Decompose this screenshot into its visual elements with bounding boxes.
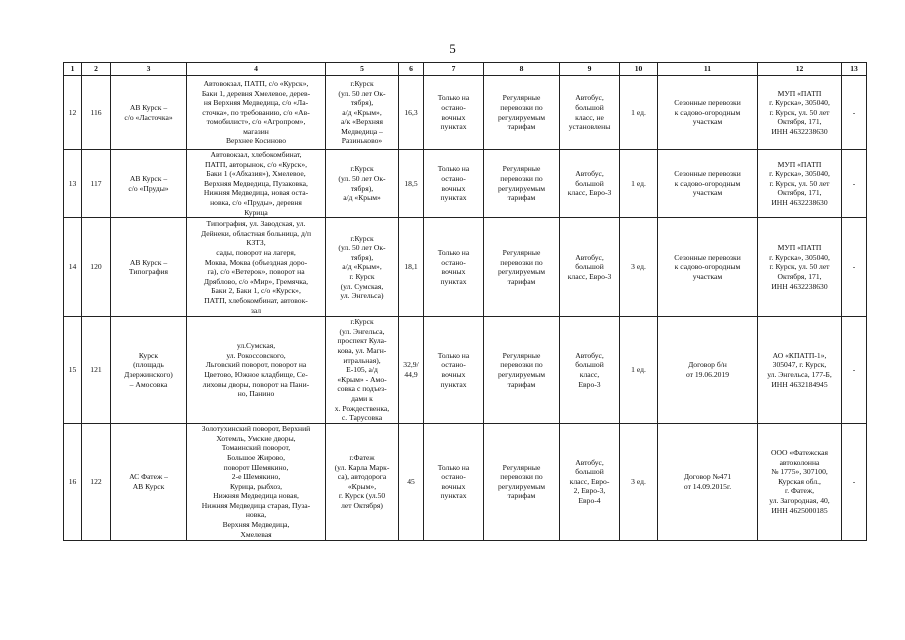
- boarding-order: Только на остано- вочных пунктах: [424, 150, 484, 218]
- boarding-order: Только на остано- вочных пунктах: [424, 76, 484, 150]
- row-number: 13: [64, 150, 82, 218]
- column-header: 7: [424, 63, 484, 76]
- notes: -: [842, 150, 867, 218]
- row-number: 16: [64, 423, 82, 540]
- route-name: АС Фатеж – АВ Курск: [111, 423, 187, 540]
- route-number: 122: [82, 423, 111, 540]
- vehicle-count: 1 ед.: [620, 76, 658, 150]
- contract-info: Договор б/н от 19.06.2019: [658, 317, 758, 424]
- vehicle-count: 3 ед.: [620, 218, 658, 317]
- carrier-info: МУП «ПАТП г. Курска», 305040, г. Курск, ул. 50 лет Октября, 171, ИНН 4632238630: [758, 150, 842, 218]
- route-streets: г.Курск (ул. 50 лет Ок- тября), а/д «Крым», г. Курск (ул. Сумская, ул. Энгельса): [326, 218, 399, 317]
- contract-info: Сезонные перевозки к садово-огородным участкам: [658, 76, 758, 150]
- notes: -: [842, 317, 867, 424]
- route-number: 116: [82, 76, 111, 150]
- table-row: [64, 218, 867, 317]
- column-header: 3: [111, 63, 187, 76]
- vehicle-count: 1 ед.: [620, 150, 658, 218]
- header-row: [64, 63, 867, 76]
- column-header: 8: [484, 63, 560, 76]
- route-length: 16,3: [399, 76, 424, 150]
- transport-type: Регулярные перевозки по регулируемым тарифам: [484, 76, 560, 150]
- route-streets: г.Курск (ул. 50 лет Ок- тября), а/д «Крым»: [326, 150, 399, 218]
- contract-info: Договор №471 от 14.09.2015г.: [658, 423, 758, 540]
- vehicle-class: Автобус, большой класс, Евро-3: [560, 218, 620, 317]
- column-header: 9: [560, 63, 620, 76]
- transport-type: Регулярные перевозки по регулируемым тарифам: [484, 423, 560, 540]
- carrier-info: МУП «ПАТП г. Курска», 305040, г. Курск, ул. 50 лет Октября, 171, ИНН 4632238630: [758, 76, 842, 150]
- vehicle-class: Автобус, большой класс, Евро-3: [560, 150, 620, 218]
- boarding-order: Только на остано- вочных пунктах: [424, 423, 484, 540]
- route-streets: г.Курск (ул. 50 лет Ок- тября), а/д «Крым», а/к «Верхняя Медведица – Разиньково»: [326, 76, 399, 150]
- notes: -: [842, 218, 867, 317]
- carrier-info: АО «КПАТП-1», 305047, г. Курск, ул. Энгельса, 177-Б, ИНН 4632184945: [758, 317, 842, 424]
- route-name: Курск (площадь Дзержинского) – Амосовка: [111, 317, 187, 424]
- route-name: АВ Курск – с/о «Пруды»: [111, 150, 187, 218]
- column-header: 13: [842, 63, 867, 76]
- table-row: [64, 76, 867, 150]
- vehicle-count: 1 ед.: [620, 317, 658, 424]
- contract-info: Сезонные перевозки к садово-огородным участкам: [658, 218, 758, 317]
- transport-type: Регулярные перевозки по регулируемым тарифам: [484, 218, 560, 317]
- route-stops: Автовокзал, хлебокомбинат, ПАТП, авторынок, с/о «Курск», Баки 1 («Абхазия»), Хмелевое, Верхняя Медведица, Пузаковка, Нижняя Медведица, новая оста- новка, с/о «Пруды», деревня Курица: [187, 150, 326, 218]
- route-stops: Типография, ул. Заводская, ул. Дейнеки, областная больница, д/п КЗТЗ, сады, поворот на лагеря, Моква, Моква (объездная доро- га), с/о «Ветерок», поворот на Дрябловo, с/о «Мир», Гремячка, Баки 2, Баки 1, с/о «Курск», ПАТП, хлебокомбинат, автовок- зал: [187, 218, 326, 317]
- row-number: 14: [64, 218, 82, 317]
- route-streets: г.Курск (ул. Энгельса, проспект Кула- кова, ул. Магн- итральная), Е-105, а/д «Крым» - Амо- совка с подъез- дами к х. Рождественка, с. Тарусовка: [326, 317, 399, 424]
- route-name: АВ Курск – Типография: [111, 218, 187, 317]
- column-header: 11: [658, 63, 758, 76]
- table-row: [64, 423, 867, 540]
- route-stops: Золотухинский поворот, Верхний Хотемль, Умские дворы, Томаинский поворот, Большое Жирово, поворот Шемякино, 2-е Шемякино, Курица, рыбхоз, Нижняя Медведица новая, Нижняя Медведица старая, Пуза- новка, Верхняя Медведица, Хмелевая: [187, 423, 326, 540]
- boarding-order: Только на остано- вочных пунктах: [424, 218, 484, 317]
- route-length: 18,1: [399, 218, 424, 317]
- column-header: 6: [399, 63, 424, 76]
- vehicle-count: 3 ед.: [620, 423, 658, 540]
- route-length: 45: [399, 423, 424, 540]
- carrier-info: ООО «Фатежская автоколонна № 1775», 307100, Курская обл., г. Фатеж, ул. Загородная, 40, ИНН 4625000185: [758, 423, 842, 540]
- contract-info: Сезонные перевозки к садово-огородным участкам: [658, 150, 758, 218]
- route-number: 121: [82, 317, 111, 424]
- notes: -: [842, 423, 867, 540]
- route-number: 117: [82, 150, 111, 218]
- vehicle-class: Автобус, большой класс, не установлены: [560, 76, 620, 150]
- table-row: [64, 317, 867, 424]
- vehicle-class: Автобус, большой класс, Евро- 2, Евро-3, Евро-4: [560, 423, 620, 540]
- route-number: 120: [82, 218, 111, 317]
- carrier-info: МУП «ПАТП г. Курска», 305040, г. Курск, ул. 50 лет Октября, 171, ИНН 4632238630: [758, 218, 842, 317]
- vehicle-class: Автобус, большой класс, Евро-3: [560, 317, 620, 424]
- column-header: 1: [64, 63, 82, 76]
- notes: -: [842, 76, 867, 150]
- transport-type: Регулярные перевозки по регулируемым тарифам: [484, 317, 560, 424]
- column-header: 10: [620, 63, 658, 76]
- column-header: 2: [82, 63, 111, 76]
- row-number: 15: [64, 317, 82, 424]
- routes-table: [63, 62, 867, 541]
- route-length: 32,9/ 44,9: [399, 317, 424, 424]
- table-row: [64, 150, 867, 218]
- route-name: АВ Курск – с/о «Ласточка»: [111, 76, 187, 150]
- route-streets: г.Фатеж (ул. Карла Марк- са), автодорога «Крым», г. Курск (ул.50 лет Октября): [326, 423, 399, 540]
- column-header: 4: [187, 63, 326, 76]
- page-number: 5: [449, 41, 456, 56]
- column-header: 5: [326, 63, 399, 76]
- transport-type: Регулярные перевозки по регулируемым тарифам: [484, 150, 560, 218]
- row-number: 12: [64, 76, 82, 150]
- boarding-order: Только на остано- вочных пунктах: [424, 317, 484, 424]
- column-header: 12: [758, 63, 842, 76]
- route-stops: Автовокзал, ПАТП, с/о «Курск», Баки 1, деревня Хмелевое, дерев- ня Верхняя Медведица, с/о «Ла- сточка», по требованию, с/о «Ав- томобилист», с/о «Агропром», магазин Верхнее Косиново: [187, 76, 326, 150]
- route-stops: ул.Сумская, ул. Рокоссовского, Льговский поворот, поворот на Цветово, Южное кладбище, Се- лиховы дворы, поворот на Пани- но, Панино: [187, 317, 326, 424]
- route-length: 18,5: [399, 150, 424, 218]
